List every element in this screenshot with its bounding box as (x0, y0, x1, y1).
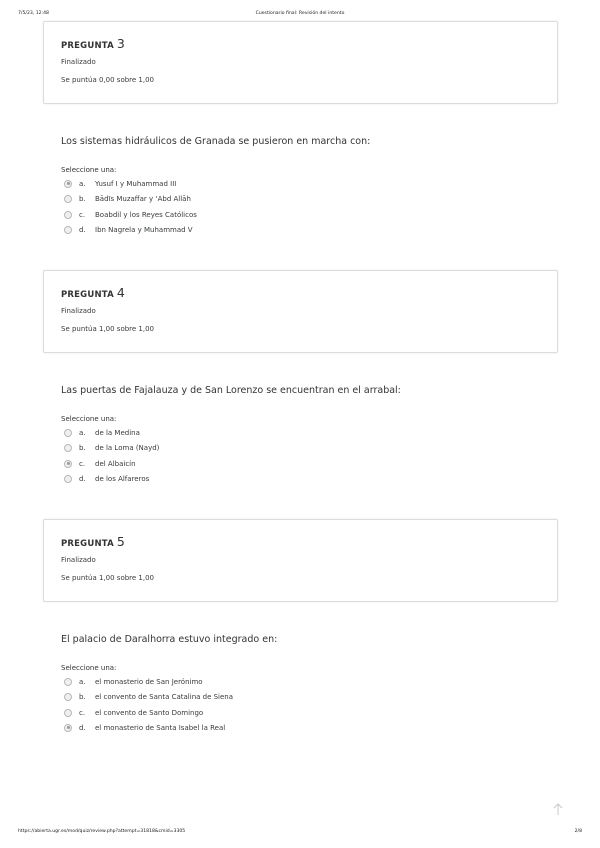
answer-prompt: Seleccione una: (61, 664, 117, 672)
answer-option-d[interactable] (61, 224, 193, 235)
question-number: 4 (116, 285, 126, 300)
question-state: Finalizado (61, 58, 96, 66)
answer-prompt: Seleccione una: (61, 415, 117, 423)
answer-option-a[interactable] (61, 178, 176, 189)
option-text: de la Medina (95, 428, 140, 437)
question-text: Las puertas de Fajalauza y de San Lorenzo se encuentran en el arrabal: (61, 385, 401, 396)
answer-option-a[interactable] (61, 427, 140, 438)
option-letter: b. (79, 443, 86, 452)
option-text: Yusuf I y Muhammad III (95, 179, 177, 188)
option-letter: d. (79, 723, 86, 732)
answer-option-b[interactable] (61, 193, 191, 204)
question-info-5 (43, 519, 558, 602)
option-text: el monasterio de San Jerónimo (95, 677, 203, 686)
answer-prompt: Seleccione una: (61, 166, 117, 174)
option-letter: d. (79, 474, 86, 483)
answer-option-b[interactable] (61, 691, 233, 702)
answer-option-c[interactable] (61, 209, 197, 220)
radio-icon[interactable] (64, 226, 72, 234)
answer-option-c[interactable] (61, 707, 203, 718)
question-grade: Se puntúa 1,00 sobre 1,00 (61, 325, 155, 333)
option-letter: d. (79, 225, 86, 234)
arrow-up-icon[interactable] (551, 801, 565, 815)
option-text: de los Alfareros (95, 474, 150, 483)
question-state: Finalizado (61, 307, 96, 315)
radio-icon[interactable] (64, 475, 72, 483)
option-text: del Albaicín (95, 459, 136, 468)
question-text: El palacio de Daralhorra estuvo integrado en: (61, 634, 278, 645)
option-letter: a. (79, 428, 86, 437)
option-text: Ibn Nagrela y Muhammad V (95, 225, 193, 234)
print-title: Cuestionario final: Revisión del intento (255, 11, 345, 16)
option-letter: b. (79, 194, 86, 203)
radio-icon[interactable] (64, 444, 72, 452)
question-heading (61, 285, 125, 300)
option-letter: b. (79, 692, 86, 701)
print-url: https://abierta.ugr.es/mod/quiz/review.php?attempt=31818&cmid=3305 (18, 829, 186, 834)
answer-option-b[interactable] (61, 442, 159, 453)
question-label: PREGUNTA (61, 41, 114, 51)
radio-icon[interactable] (64, 195, 72, 203)
question-info-3 (43, 21, 558, 104)
option-letter: c. (79, 459, 86, 468)
radio-icon[interactable] (64, 693, 72, 701)
option-letter: a. (79, 179, 86, 188)
option-text: de la Loma (Nayd) (95, 443, 160, 452)
answer-option-d[interactable] (61, 722, 225, 733)
question-grade: Se puntúa 0,00 sobre 1,00 (61, 76, 155, 84)
question-info-4 (43, 270, 558, 353)
option-text: el convento de Santo Domingo (95, 708, 204, 717)
radio-icon[interactable] (64, 211, 72, 219)
radio-checked-icon[interactable] (64, 460, 72, 468)
radio-checked-icon[interactable] (64, 180, 72, 188)
option-letter: c. (79, 210, 86, 219)
option-letter: a. (79, 677, 86, 686)
option-text: el convento de Santa Catalina de Siena (95, 692, 234, 701)
question-label: PREGUNTA (61, 290, 114, 300)
radio-icon[interactable] (64, 429, 72, 437)
option-text: Bādīs Muzaffar y ‘Abd Allāh (95, 194, 191, 203)
question-heading (61, 534, 125, 549)
option-letter: c. (79, 708, 86, 717)
question-number: 5 (116, 534, 126, 549)
answer-option-c[interactable] (61, 458, 136, 469)
print-page-number: 2/8 (574, 829, 582, 834)
question-text: Los sistemas hidráulicos de Granada se pusieron en marcha con: (61, 136, 371, 147)
answer-option-d[interactable] (61, 473, 149, 484)
question-label: PREGUNTA (61, 539, 114, 549)
question-grade: Se puntúa 1,00 sobre 1,00 (61, 574, 155, 582)
question-state: Finalizado (61, 556, 96, 564)
radio-icon[interactable] (64, 678, 72, 686)
question-heading (61, 36, 125, 51)
option-text: el monasterio de Santa Isabel la Real (95, 723, 226, 732)
radio-icon[interactable] (64, 709, 72, 717)
question-number: 3 (116, 36, 126, 51)
option-text: Boabdil y los Reyes Católicos (95, 210, 197, 219)
answer-option-a[interactable] (61, 676, 203, 687)
print-datetime: 7/5/23, 12:48 (18, 11, 49, 16)
radio-checked-icon[interactable] (64, 724, 72, 732)
